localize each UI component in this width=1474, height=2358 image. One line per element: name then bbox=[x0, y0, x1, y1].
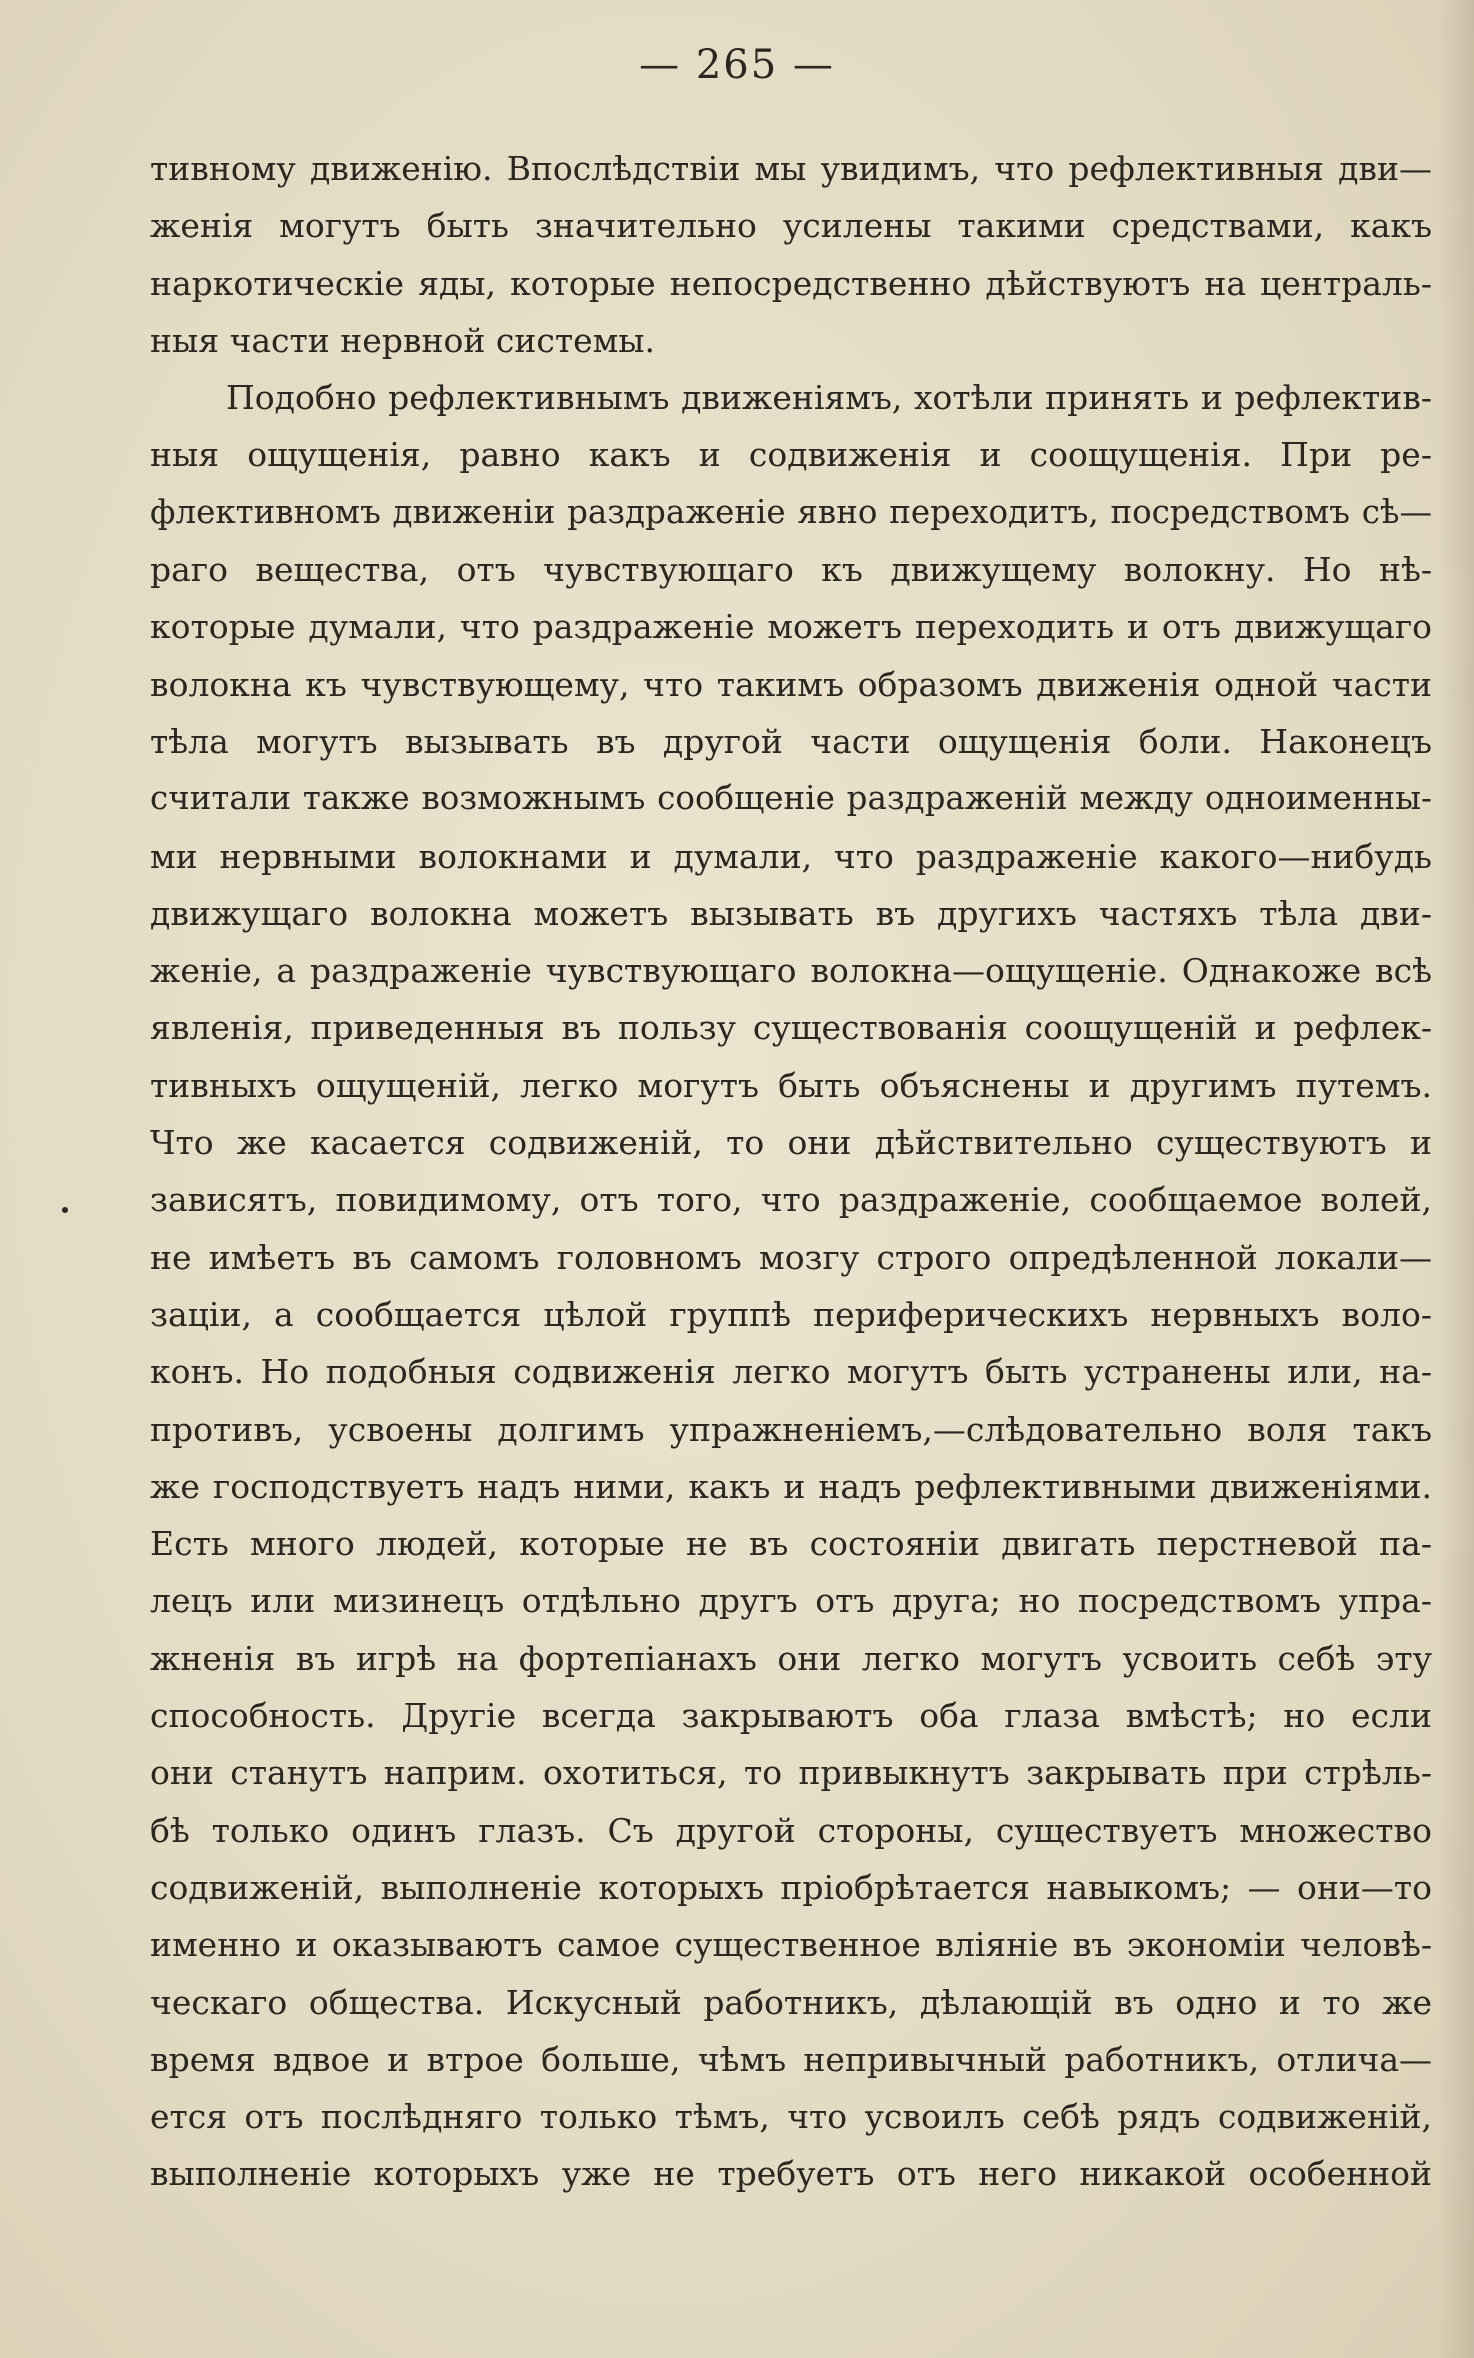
text-line: противъ, усвоены долгимъ упражненіемъ,—слѣдовательно воля такъ bbox=[150, 1409, 1432, 1449]
text-line: флективномъ движеніи раздраженіе явно переходитъ, посредствомъ сѣ— bbox=[150, 492, 1432, 531]
text-line: заціи, а сообщается цѣлой группѣ периферическихъ нервныхъ воло- bbox=[150, 1294, 1432, 1334]
text-line: тѣла могутъ вызывать въ другой части ощущенія боли. Наконецъ bbox=[150, 721, 1432, 761]
paragraph-start-line: Подобно рефлективнымъ движеніямъ, хотѣли принять и рефлектив- bbox=[226, 378, 1432, 418]
text-line: тивному движенію. Впослѣдствіи мы увидимъ, что рефлективныя дви— bbox=[150, 149, 1432, 188]
text-line: волокна къ чувствующему, что такимъ образомъ движенія одной части bbox=[150, 664, 1432, 704]
text-line: ныя части нервной системы. bbox=[150, 320, 656, 360]
text-line: ныя ощущенія, равно какъ и содвиженія и соощущенія. При ре- bbox=[150, 435, 1432, 475]
text-line: раго вещества, отъ чувствующаго къ движущему волокну. Но нѣ- bbox=[150, 550, 1432, 590]
text-line: наркотическіе яды, которые непосредственно дѣйствуютъ на централь- bbox=[150, 263, 1432, 303]
text-line: Есть много людей, которые не въ состояніи двигать перстневой па- bbox=[150, 1524, 1432, 1564]
text-line: время вдвое и втрое больше, чѣмъ непривычный работникъ, отлича— bbox=[150, 2039, 1432, 2079]
text-line: бѣ только одинъ глазъ. Съ другой стороны, существуетъ множество bbox=[150, 1810, 1432, 1850]
text-line: которые думали, что раздраженіе можетъ переходить и отъ движущаго bbox=[150, 607, 1432, 647]
text-line: ческаго общества. Искусный работникъ, дѣлающій въ одно и то же bbox=[150, 1982, 1432, 2022]
text-line: Что же касается содвиженій, то они дѣйствительно существуютъ и bbox=[150, 1123, 1432, 1163]
page-edge-shadow bbox=[1438, 0, 1474, 2358]
text-line: ется отъ послѣдняго только тѣмъ, что усвоилъ себѣ рядъ содвиженій, bbox=[150, 2097, 1432, 2137]
text-line: лецъ или мизинецъ отдѣльно другъ отъ друга; но посредствомъ упра- bbox=[150, 1581, 1432, 1621]
text-line: же господствуетъ надъ ними, какъ и надъ рефлективными движеніями. bbox=[150, 1466, 1432, 1506]
text-line: жненія въ игрѣ на фортепіанахъ они легко могутъ усвоить себѣ эту bbox=[150, 1638, 1432, 1678]
text-line: содвиженій, выполненіе которыхъ пріобрѣтается навыкомъ; — они—то bbox=[150, 1867, 1432, 1907]
text-line: способность. Другіе всегда закрываютъ оба глаза вмѣстѣ; но если bbox=[150, 1696, 1432, 1736]
text-line: явленія, приведенныя въ пользу существованія соощущеній и рефлек- bbox=[150, 1008, 1432, 1048]
text-line: зависятъ, повидимому, отъ того, что раздраженіе, сообщаемое волей, bbox=[150, 1180, 1432, 1220]
text-line: тивныхъ ощущеній, легко могутъ быть объяснены и другимъ путемъ. bbox=[150, 1065, 1432, 1105]
text-line: женія могутъ быть значительно усилены такими средствами, какъ bbox=[150, 206, 1432, 246]
text-line: они станутъ наприм. охотиться, то привыкнутъ закрывать при стрѣль- bbox=[150, 1753, 1432, 1793]
text-line: считали также возможнымъ сообщеніе раздраженій между одноименны- bbox=[150, 779, 1432, 818]
body-text bbox=[150, 140, 1432, 2203]
text-line: выполненіе которыхъ уже не требуетъ отъ него никакой особенной bbox=[150, 2154, 1432, 2194]
page-number: — 265 — bbox=[639, 42, 835, 88]
text-line: не имѣетъ въ самомъ головномъ мозгу строго опредѣленной локали— bbox=[150, 1237, 1432, 1277]
margin-ink-dot bbox=[62, 1207, 68, 1213]
text-line: именно и оказываютъ самое существенное вліяніе въ экономіи человѣ- bbox=[150, 1925, 1432, 1965]
text-line: женіе, а раздраженіе чувствующаго волокна—ощущеніе. Однакоже всѣ bbox=[150, 951, 1432, 991]
text-line: движущаго волокна можетъ вызывать въ другихъ частяхъ тѣла дви- bbox=[150, 893, 1432, 933]
text-line: конъ. Но подобныя содвиженія легко могутъ быть устранены или, на- bbox=[150, 1352, 1432, 1392]
text-line: ми нервными волокнами и думали, что раздраженіе какого—нибудь bbox=[150, 836, 1432, 876]
